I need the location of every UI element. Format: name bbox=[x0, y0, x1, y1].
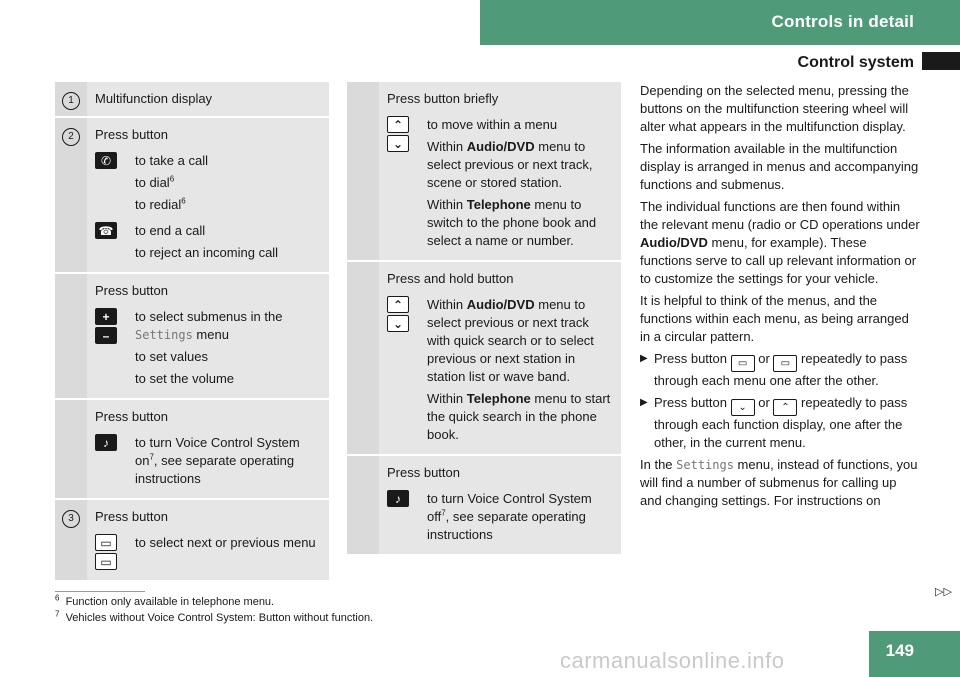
row-heading: Press button bbox=[95, 127, 168, 142]
subsection-marker bbox=[922, 52, 960, 70]
phone-end-icon: ☎ bbox=[95, 222, 117, 239]
table-row bbox=[55, 82, 329, 116]
instruction-step: ▶ Press button ⌄ or ⌃ repeatedly to pass through each function display, one after the other, in the current menu. bbox=[640, 395, 908, 450]
voice-off-icon: ♪ bbox=[387, 490, 409, 507]
row-number: 1 bbox=[55, 82, 87, 116]
menu-prev-icon: ▭ bbox=[95, 553, 117, 570]
instruction-step: ▶ Press button ▭ or ▭ repeatedly to pass through each menu one after the other. bbox=[640, 351, 908, 388]
table-row: 2 Press button ✆ to take a call to dial$^6$ to redial$^6$ ☎ to end a call to reject an incoming call bbox=[55, 116, 329, 272]
table-row: Press button ♪ to turn Voice Control System $on^7$, see separate operating instructions bbox=[55, 398, 329, 498]
phone-accept-icon: ✆ bbox=[95, 152, 117, 169]
watermark: carmanualsonline.info bbox=[560, 648, 785, 673]
table-row: 3 Press button ▭ ▭ to select next or previous menu bbox=[55, 498, 329, 580]
left-table bbox=[55, 82, 329, 580]
menu-next-icon: ▭ bbox=[95, 534, 117, 551]
row-heading: Press button bbox=[95, 409, 168, 424]
row-number: 3 bbox=[55, 500, 87, 580]
arrow-down-icon: ⌄ bbox=[387, 135, 409, 152]
row-heading: Press button bbox=[95, 283, 168, 298]
menu-next-icon: ▭ bbox=[731, 355, 755, 372]
page-number-box bbox=[869, 631, 960, 677]
menu-prev-icon: ▭ bbox=[773, 355, 797, 372]
section-title: Controls in detail bbox=[771, 12, 914, 31]
footnote: $^6$ Function only available in telephone menu. bbox=[55, 593, 275, 608]
middle-table bbox=[347, 82, 621, 554]
arrow-down-icon: ⌄ bbox=[387, 315, 409, 332]
row-heading: Press button bbox=[387, 465, 460, 480]
row-heading: Multifunction display bbox=[95, 91, 213, 106]
arrow-down-icon: ⌄ bbox=[731, 399, 755, 416]
footnote: $^7$ Vehicles without Voice Control System: Button without function. bbox=[55, 609, 374, 624]
minus-icon: – bbox=[95, 327, 117, 344]
row-number: 2 bbox=[55, 118, 87, 272]
body-text: Depending on the selected menu, pressing the buttons on the multifunction steering wheel will alter what appears in the multifunction display. The information available in the multifunction display is arranged in menus and accompanying functions and submenus. The individual functions are then found within the relevant menu (radio or CD operations under Audio/DVD menu, for example). These functions serve to call up relevant information or to customize the settings for your vehicle. It is helpful to think of the menus, and the functions within each menu, as being arranged in a circular pattern. ▶ Press button ▭ or ▭ repeatedly to pass through each menu one after the other. ▶ Press button ⌄ or ⌃ repeatedly to pass through each function display, one after the other, in the current menu. In the Settings menu, instead of functions, you will find a number of submenus for calling up and changing settings. For instructions on bbox=[640, 83, 920, 508]
section-header-bar bbox=[480, 0, 960, 45]
footnote-rule bbox=[55, 591, 145, 592]
voice-on-icon: ♪ bbox=[95, 434, 117, 451]
row-heading: Press button briefly bbox=[387, 91, 499, 106]
page-number: 149 bbox=[885, 641, 914, 660]
arrow-up-icon: ⌃ bbox=[773, 399, 797, 416]
row-heading: Press button bbox=[95, 509, 168, 524]
row-heading: Press and hold button bbox=[387, 271, 514, 286]
table-row: Press button ♪ to turn Voice Control System off$^7$, see separate operating instructions bbox=[347, 454, 621, 554]
table-row: Press button briefly ⌃ ⌄ to move within a menu Within Audio/DVD menu to select previous or next track, scene or stored station. Within Telephone menu to switch to the phone book and select a name or number. bbox=[347, 82, 621, 260]
table-row: Press button + – to select submenus in the Settings menu to set values to set the volume bbox=[55, 272, 329, 398]
arrow-up-icon: ⌃ bbox=[387, 116, 409, 133]
table-row: Press and hold button ⌃ ⌄ Within Audio/DVD menu to select previous or next track with quick search or to select previous or next station in station list or wave band. Within Telephone menu to start the quick search in the phone book. bbox=[347, 260, 621, 454]
arrow-up-icon: ⌃ bbox=[387, 296, 409, 313]
continued-marker: ▷▷ bbox=[935, 586, 952, 598]
plus-icon: + bbox=[95, 308, 117, 325]
subsection-title: Control system bbox=[797, 54, 914, 71]
